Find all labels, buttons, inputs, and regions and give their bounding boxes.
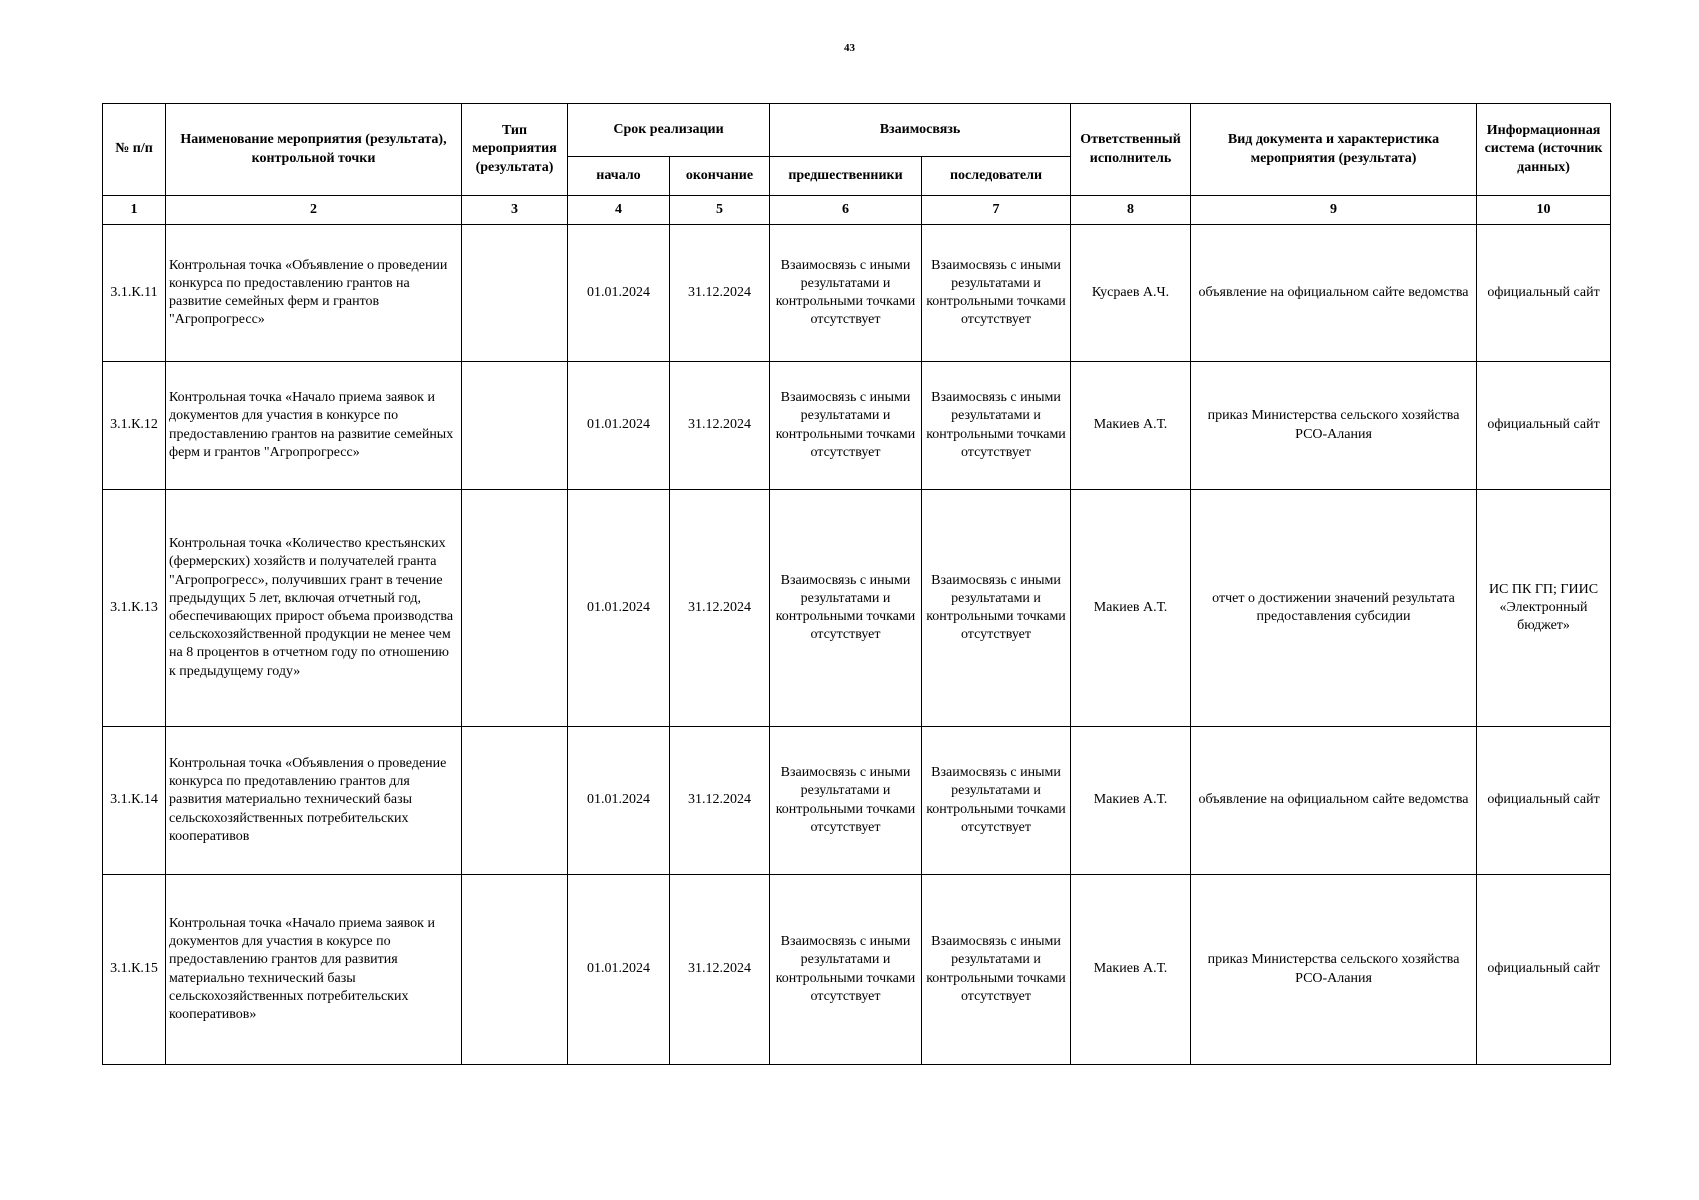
header-relation: Взаимосвязь [770, 104, 1071, 157]
row-type [462, 362, 568, 490]
row-predecessors: Взаимосвязь с иными результатами и контрольными точками отсутствует [770, 490, 922, 727]
row-name: Контрольная точка «Начало приема заявок и документов для участия в кокурсе по предоставлению грантов для развития материально технический базы сельскохозяйственных потребительских кооперативов» [166, 875, 462, 1065]
header-type: Тип мероприятия (результата) [462, 104, 568, 196]
row-responsible: Макиев А.Т. [1071, 362, 1191, 490]
column-number: 4 [568, 196, 670, 225]
row-start: 01.01.2024 [568, 225, 670, 362]
row-end: 31.12.2024 [670, 727, 770, 875]
row-system: официальный сайт [1477, 875, 1611, 1065]
row-responsible: Кусраев А.Ч. [1071, 225, 1191, 362]
row-responsible: Макиев А.Т. [1071, 727, 1191, 875]
row-start: 01.01.2024 [568, 362, 670, 490]
table-row [103, 490, 1611, 727]
row-type [462, 727, 568, 875]
header-row-1 [103, 104, 1611, 157]
row-end: 31.12.2024 [670, 490, 770, 727]
row-doc: объявление на официальном сайте ведомства [1191, 727, 1477, 875]
row-successors: Взаимосвязь с иными результатами и контрольными точками отсутствует [922, 225, 1071, 362]
row-num: 3.1.К.15 [103, 875, 166, 1065]
column-number: 10 [1477, 196, 1611, 225]
row-end: 31.12.2024 [670, 875, 770, 1065]
row-successors: Взаимосвязь с иными результатами и контрольными точками отсутствует [922, 875, 1071, 1065]
table-row [103, 875, 1611, 1065]
column-number: 5 [670, 196, 770, 225]
column-number: 9 [1191, 196, 1477, 225]
table-row [103, 225, 1611, 362]
row-num: 3.1.К.12 [103, 362, 166, 490]
header-predecessors: предшественники [770, 157, 922, 196]
page-number: 43 [844, 42, 855, 54]
row-doc: объявление на официальном сайте ведомства [1191, 225, 1477, 362]
row-successors: Взаимосвязь с иными результатами и контрольными точками отсутствует [922, 362, 1071, 490]
row-end: 31.12.2024 [670, 225, 770, 362]
header-name: Наименование мероприятия (результата), контрольной точки [166, 104, 462, 196]
row-successors: Взаимосвязь с иными результатами и контрольными точками отсутствует [922, 490, 1071, 727]
header-doc: Вид документа и характеристика мероприятия (результата) [1191, 104, 1477, 196]
header-term-start: начало [568, 157, 670, 196]
row-start: 01.01.2024 [568, 875, 670, 1065]
header-term: Срок реализации [568, 104, 770, 157]
row-start: 01.01.2024 [568, 490, 670, 727]
row-system: официальный сайт [1477, 225, 1611, 362]
header-responsible: Ответственный исполнитель [1071, 104, 1191, 196]
column-number-row [103, 196, 1611, 225]
column-number: 2 [166, 196, 462, 225]
row-system: официальный сайт [1477, 362, 1611, 490]
row-predecessors: Взаимосвязь с иными результатами и контрольными точками отсутствует [770, 727, 922, 875]
row-start: 01.01.2024 [568, 727, 670, 875]
table-row [103, 727, 1611, 875]
row-name: Контрольная точка «Объявления о проведение конкурса по предотавлению грантов для развития материально технический базы сельскохозяйственных потребительских кооперативов [166, 727, 462, 875]
header-successors: последователи [922, 157, 1071, 196]
row-end: 31.12.2024 [670, 362, 770, 490]
row-predecessors: Взаимосвязь с иными результатами и контрольными точками отсутствует [770, 225, 922, 362]
header-system: Информационная система (источник данных) [1477, 104, 1611, 196]
row-num: 3.1.К.14 [103, 727, 166, 875]
row-predecessors: Взаимосвязь с иными результатами и контрольными точками отсутствует [770, 362, 922, 490]
row-responsible: Макиев А.Т. [1071, 490, 1191, 727]
row-name: Контрольная точка «Начало приема заявок и документов для участия в конкурсе по предоставлению грантов на развитие семейных ферм и грантов "Агропрогресс» [166, 362, 462, 490]
row-type [462, 225, 568, 362]
column-number: 3 [462, 196, 568, 225]
column-number: 6 [770, 196, 922, 225]
header-num: № п/п [103, 104, 166, 196]
row-doc: приказ Министерства сельского хозяйства РСО-Алания [1191, 875, 1477, 1065]
row-responsible: Макиев А.Т. [1071, 875, 1191, 1065]
row-system: официальный сайт [1477, 727, 1611, 875]
row-name: Контрольная точка «Объявление о проведении конкурса по предоставлению грантов на развитие семейных ферм и грантов "Агропрогресс» [166, 225, 462, 362]
row-doc: приказ Министерства сельского хозяйства РСО-Алания [1191, 362, 1477, 490]
row-predecessors: Взаимосвязь с иными результатами и контрольными точками отсутствует [770, 875, 922, 1065]
row-type [462, 490, 568, 727]
row-successors: Взаимосвязь с иными результатами и контрольными точками отсутствует [922, 727, 1071, 875]
row-num: 3.1.К.11 [103, 225, 166, 362]
header-term-end: окончание [670, 157, 770, 196]
column-number: 8 [1071, 196, 1191, 225]
column-number: 7 [922, 196, 1071, 225]
control-points-table [102, 103, 1611, 1065]
row-doc: отчет о достижении значений результата предоставления субсидии [1191, 490, 1477, 727]
table-row [103, 362, 1611, 490]
row-system: ИС ПК ГП; ГИИС «Электронный бюджет» [1477, 490, 1611, 727]
column-number: 1 [103, 196, 166, 225]
row-num: 3.1.К.13 [103, 490, 166, 727]
row-type [462, 875, 568, 1065]
row-name: Контрольная точка «Количество крестьянских (фермерских) хозяйств и получателей гранта "Агропрогресс», получивших грант в течение предыдущих 5 лет, включая отчетный год, обеспечивающих прирост объема производства сельскохозяйственной продукции не менее чем на 8 процентов в отчетном году по отношению к предыдущему году» [166, 490, 462, 727]
